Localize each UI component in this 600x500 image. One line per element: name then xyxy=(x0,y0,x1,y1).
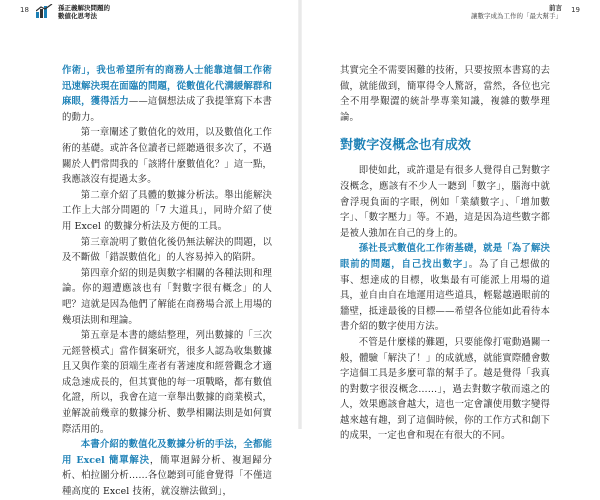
book-title xyxy=(58,4,110,20)
left-body-text xyxy=(62,63,272,500)
highlight-text: 本書介紹的數值化及數據分析的手法，全都能用 Excel 簡單解決 xyxy=(62,439,272,466)
paragraph-text: 。為了自己想做的事、想達成的目標，收集最有可能派上用場的道具，並自由自在地運用這些道具，輕鬆越過眼前的牆壁，抵達最後的目標——希望各位能如此看待本書介紹的數字使用方法。 xyxy=(340,258,550,333)
paragraph xyxy=(340,241,550,335)
left-page xyxy=(0,0,300,498)
paragraph: 其實完全不需要困難的技術，只要按照本書寫的去做，就能做到，簡單得令人驚訝，當然，各位也完全不用學艱澀的統計學專業知識，複雜的數學理論。 xyxy=(340,65,550,123)
chapter-subtitle: 讓數字成為工作的「最大幫手」 xyxy=(471,12,562,20)
paragraph: 第一章闡述了數值化的效用，以及數值化工作術的基礎。或許各位讀者已經聽過很多次了，不過關於人們常問我的「該將什麼數值化？」這一點，我應該沒有提過太多。 xyxy=(62,127,272,186)
book-title-line2: 數値化思考法 xyxy=(58,12,97,20)
paragraph: 第四章介紹的則是與數字相關的各種法則和理論。你的週遭應該也有「對數字很有概念」的人吧？這就是因為他們了解能在商務場合派上用場的幾項法則和理論。 xyxy=(62,267,272,326)
running-header xyxy=(471,4,562,20)
book-title-line1: 孫正義解決問題的 xyxy=(58,4,110,12)
right-body-text xyxy=(340,63,550,444)
page-number-left: 18 xyxy=(20,6,29,14)
paragraph-text: ——這個想法成了我提筆寫下本書的動力。 xyxy=(62,96,272,123)
paragraph: 第五章是本書的總結整理，列出數據的「三次元經營模式」當作個案研究，很多人認為收集數據且又與作業的頂端生產者有著速度和經營觀念才適成急速成長的，但其實他的每一項戰略，都有數值化證，所以，我會在這一章舉出數據的商業模式，並解說前幾章的數據分析、數學相關法則是如何實際活用的。 xyxy=(62,330,272,435)
paragraph-text: ，簡單迴歸分析、複迴歸分析、柏拉圖分析……各位聽到可能會覺得「不僅這種高度的 Excel 技術，就沒辦法做到」， xyxy=(62,454,273,498)
highlight-text: 作術」，我也希望所有的商務人士能靠這個工作術迅速解決現在面臨的問題，從數值化代溝緩解群和麻眼，獲得活力 xyxy=(62,65,272,108)
paragraph: 即使如此，或許還是有很多人覺得自己對數字沒概念，應該有不少人一聽到「數字」，腦海中就會浮現負面的字眼，例如「業績數字」、「增加數字」、「數字壓力」等。不過，這是因為這些數字都是被人強加在自己的身上的。 xyxy=(340,165,550,239)
paragraph: 不管是什麼樣的難題，只要能像打電動過關一般，體驗「解決了！」的成就感，就能實際體會數字這個工具是多麼可靠的幫手了。越是覺得「我真的對數字很沒概念……」，過去對數字敬而遠之的人，效果應該會越大，這也一定會讓使用數字變得越來越有趣，到了這個時候，你的工作方式和創下的成果，一定也會和現在有很大的不同。 xyxy=(340,336,550,442)
chapter-label: 前言 xyxy=(549,4,562,12)
paragraph: 第二章介紹了具體的數據分析法。舉出能解決工作上大部分問題的「7 大道具」，同時介紹了使用 Excel 的數據分析法及方便的工具。 xyxy=(62,189,272,232)
paragraph xyxy=(62,437,272,499)
paragraph: 第三章說明了數值化後仍無法解決的問題，以及不斷做「錯誤數值化」的人容易掉入的陷阱。 xyxy=(62,236,272,264)
page-number-right: 19 xyxy=(571,6,580,14)
section-heading: 對數字沒概念也有成效 xyxy=(340,138,472,154)
highlight-text: 孫社長式數值化工作術基礎，就是「為了解決眼前的問題，自己找出數字」 xyxy=(340,243,550,270)
book-logo-icon xyxy=(36,4,54,18)
paragraph xyxy=(62,63,272,125)
